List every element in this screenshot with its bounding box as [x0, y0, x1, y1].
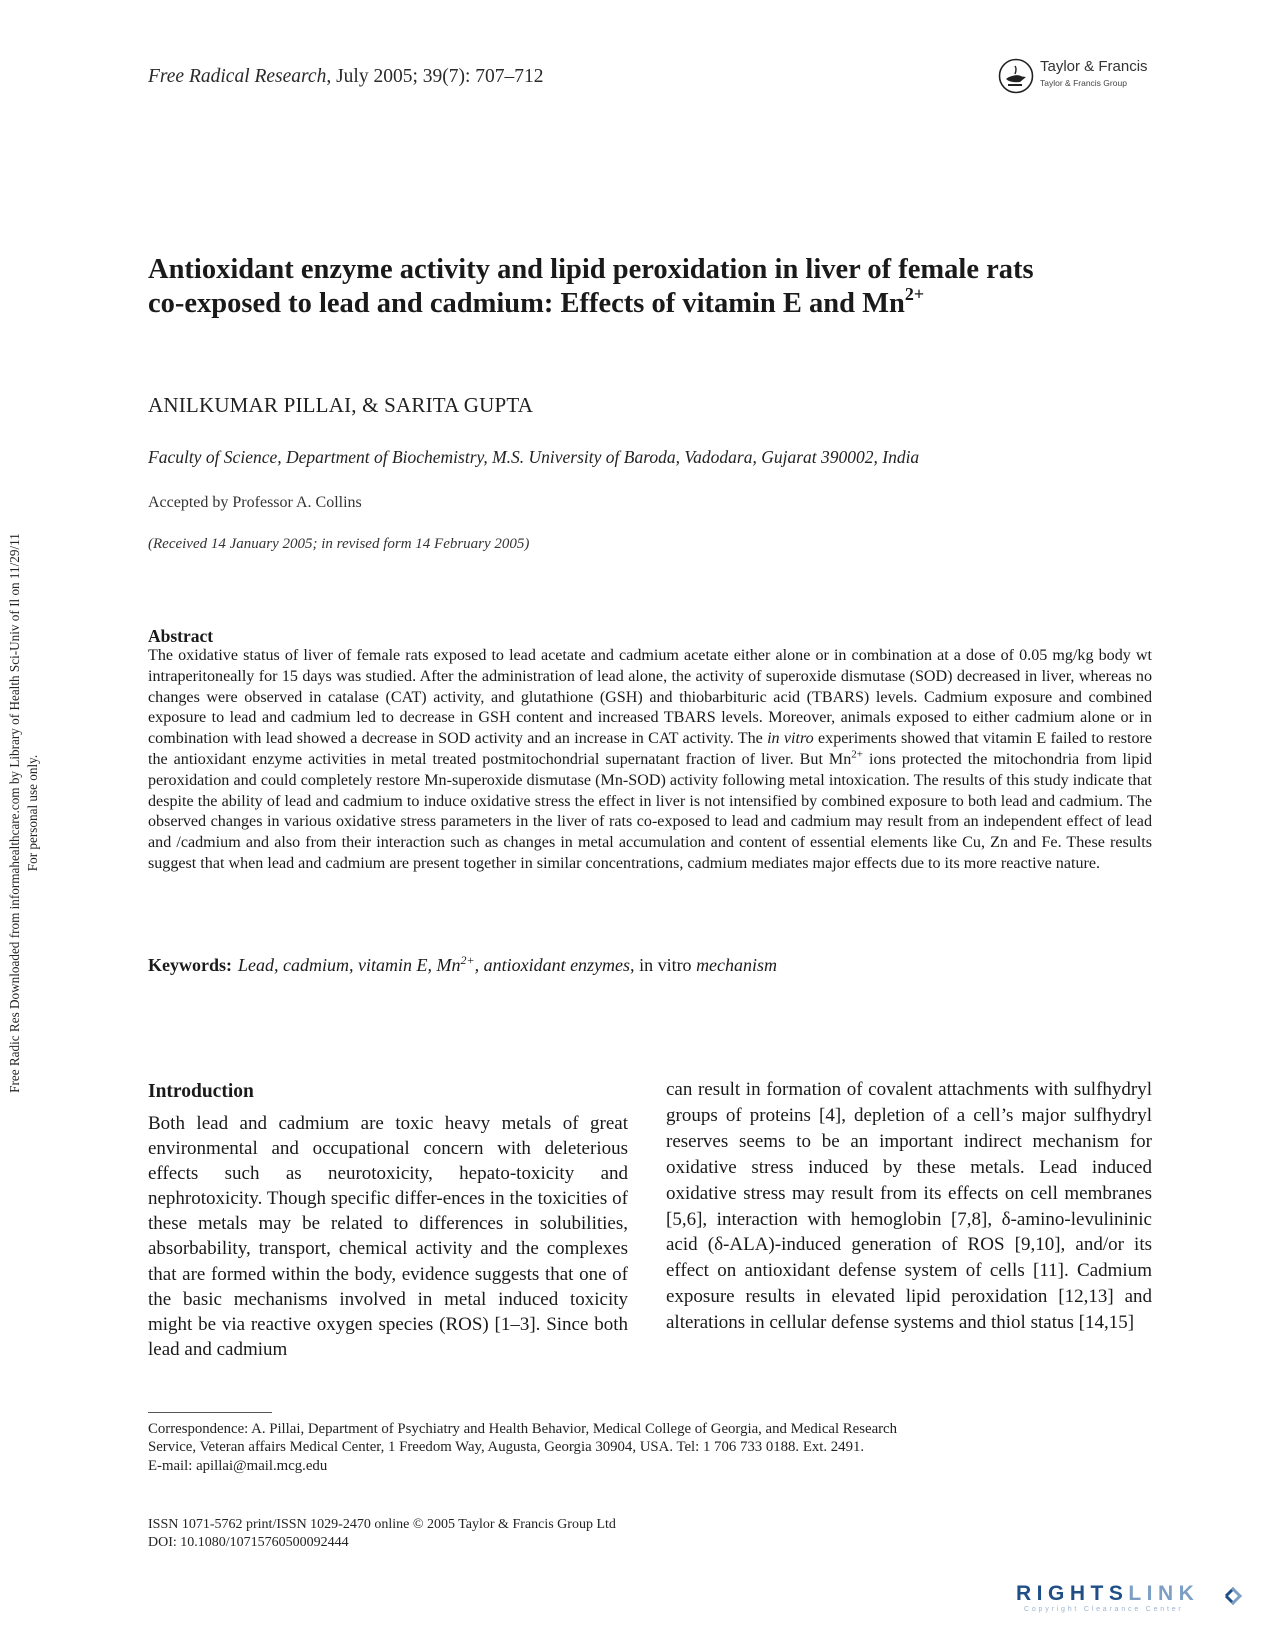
title-line-1: Antioxidant enzyme activity and lipid peroxidation in liver of female rats [148, 254, 1034, 285]
title-superscript: 2+ [904, 284, 925, 304]
correspondence-line-1: Correspondence: A. Pillai, Department of Psychiatry and Health Behavior, Medical College of Georgia, and Medical Research [148, 1421, 898, 1437]
received-dates: (Received 14 January 2005; in revised form 14 February 2005) [148, 536, 530, 552]
abstract-text [148, 646, 1152, 875]
keywords-list [238, 955, 777, 975]
doi: DOI: 10.1080/10715760500092444 [148, 1535, 349, 1550]
rightslink-logo[interactable] [1016, 1582, 1199, 1606]
article-title [148, 253, 1168, 323]
authors: ANILKUMAR PILLAI, & SARITA GUPTA [148, 393, 534, 417]
abstract-part-2: experiments showed that vitamin E failed to restore the antioxidant enzyme activities in metal treated postmitochondrial supernatant fraction of liver. But Mn [148, 730, 1152, 768]
introduction-left-column: Both lead and cadmium are toxic heavy metals of great environmental and occupational concern with deleterious effects such as neurotoxicity, hepato-toxicity and nephrotoxicity. Though specific differ-ences in the toxicities of these metals may be related to differences in solubilities, absorbability, transport, chemical activity and the complexes that are formed within the body, evidence suggests that one of the basic mechanisms involved in metal induced toxicity might be via reactive oxygen species (ROS) [1–3]. Since both lead and cadmium [148, 1113, 628, 1360]
issn: ISSN 1071-5762 print/ISSN 1029-2470 online © 2005 Taylor & Francis Group Ltd [148, 1517, 616, 1532]
abstract-part-1: The oxidative status of liver of female rats exposed to lead acetate and cadmium acetate either alone or in combination at a dose of 0.05 mg/kg body wt intraperitoneally for 15 days was studied. After the administration of lead alone, the activity of superoxide dismutase (SOD) decreased in liver, whereas no changes were observed in catalase (CAT) activity, and glutathione (GSH) and thiobarbituric acid (TBARS) levels. Cadmium exposure and combined exposure to lead and cadmium led to decrease in GSH content and increased TBARS levels. Moreover, animals exposed to either cadmium alone or in combination with lead showed a decrease in SOD activity and an increase in CAT activity. The [148, 647, 1152, 748]
publisher-name: Taylor & Francis [1040, 58, 1148, 75]
affiliation: Faculty of Science, Department of Biochemistry, M.S. University of Baroda, Vadodara, Gujarat 390002, India [148, 447, 920, 467]
abstract-in-vitro: in vitro [767, 730, 814, 748]
download-watermark-line-1: Free Radic Res Downloaded from informahealthcare.com by Library of Health Sci-Univ of Il on 11/29/11 [7, 533, 22, 1093]
rightslink-brand-strong: RIGHTS [1016, 1582, 1129, 1605]
keywords-label: Keywords: [148, 955, 232, 975]
publisher-lamp-icon [998, 58, 1034, 94]
correspondence-note [148, 1420, 1158, 1475]
download-watermark-line-2: For personal use only. [25, 754, 40, 872]
keywords-part-2: , antioxidant enzymes, [474, 955, 635, 975]
journal-name: Free Radical Research [148, 66, 327, 87]
rightslink-brand-light: LINK [1128, 1582, 1200, 1605]
keywords [148, 955, 777, 976]
publisher-group: Taylor & Francis Group [1040, 78, 1127, 88]
keywords-superscript: 2+ [460, 953, 475, 967]
journal-citation [148, 66, 544, 88]
publisher-logo [998, 58, 1178, 98]
abstract-superscript: 2+ [851, 748, 863, 761]
rightslink-tagline: Copyright Clearance Center [1024, 1606, 1184, 1613]
correspondence-line-2: Service, Veteran affairs Medical Center, 1 Freedom Way, Augusta, Georgia 30904, USA. Tel: 1 706 733 0188. Ext. 2491. [148, 1439, 865, 1456]
keywords-in-vitro: in vitro [639, 955, 692, 975]
accepted-by: Accepted by Professor A. Collins [148, 494, 362, 511]
introduction-right-column: can result in formation of covalent attachments with sulfhydryl groups of proteins [4], depletion of a cell’s major sulfhydryl reserves seems to be an important indirect mechanism for oxidative stress induced by these metals. Lead induced oxidative stress may result from its effects on cell membranes [5,6], interaction with hemoglobin [7,8], δ-amino-levulininic acid (δ-ALA)-induced generation of ROS [9,10], and/or its effect on antioxidant defense system of cells [11]. Cadmium exposure results in elevated lipid peroxidation [12,13] and alterations in cellular defense systems and thiol status [14,15] [666, 1079, 1152, 1334]
footnote-divider [148, 1412, 272, 1413]
introduction-heading: Introduction [148, 1081, 254, 1102]
correspondence-line-3: E-mail: apillai@mail.mcg.edu [148, 1457, 328, 1474]
publication-info [148, 1516, 616, 1552]
abstract-heading: Abstract [148, 626, 214, 646]
rightslink-chevron-icon [1222, 1585, 1244, 1607]
journal-issue: , July 2005; 39(7): 707–712 [326, 66, 544, 87]
download-watermark [6, 458, 42, 1168]
abstract-part-3: ions protected the mitochondria from lipid peroxidation and could completely restore Mn-superoxide dismutase (Mn-SOD) activity following metal intoxication. The results of this study indicate that despite the ability of lead and cadmium to induce oxidative stress the effect in liver is not intensified by combined exposure to both lead and cadmium. The observed changes in various oxidative stress parameters in the liver of rats co-exposed to lead and cadmium may result from an independent effect of lead and /cadmium and also from their interaction such as changes in metal accumulation and content of essential elements like Cu, Zn and Fe. These results suggest that when lead and cadmium are present together in similar concentrations, cadmium mediates major effects due to its more reactive nature. [148, 750, 1152, 872]
title-line-2: co-exposed to lead and cadmium: Effects of vitamin E and Mn [148, 288, 905, 319]
keywords-part-3: mechanism [696, 955, 778, 975]
keywords-part-1: Lead, cadmium, vitamin E, Mn [238, 955, 461, 975]
